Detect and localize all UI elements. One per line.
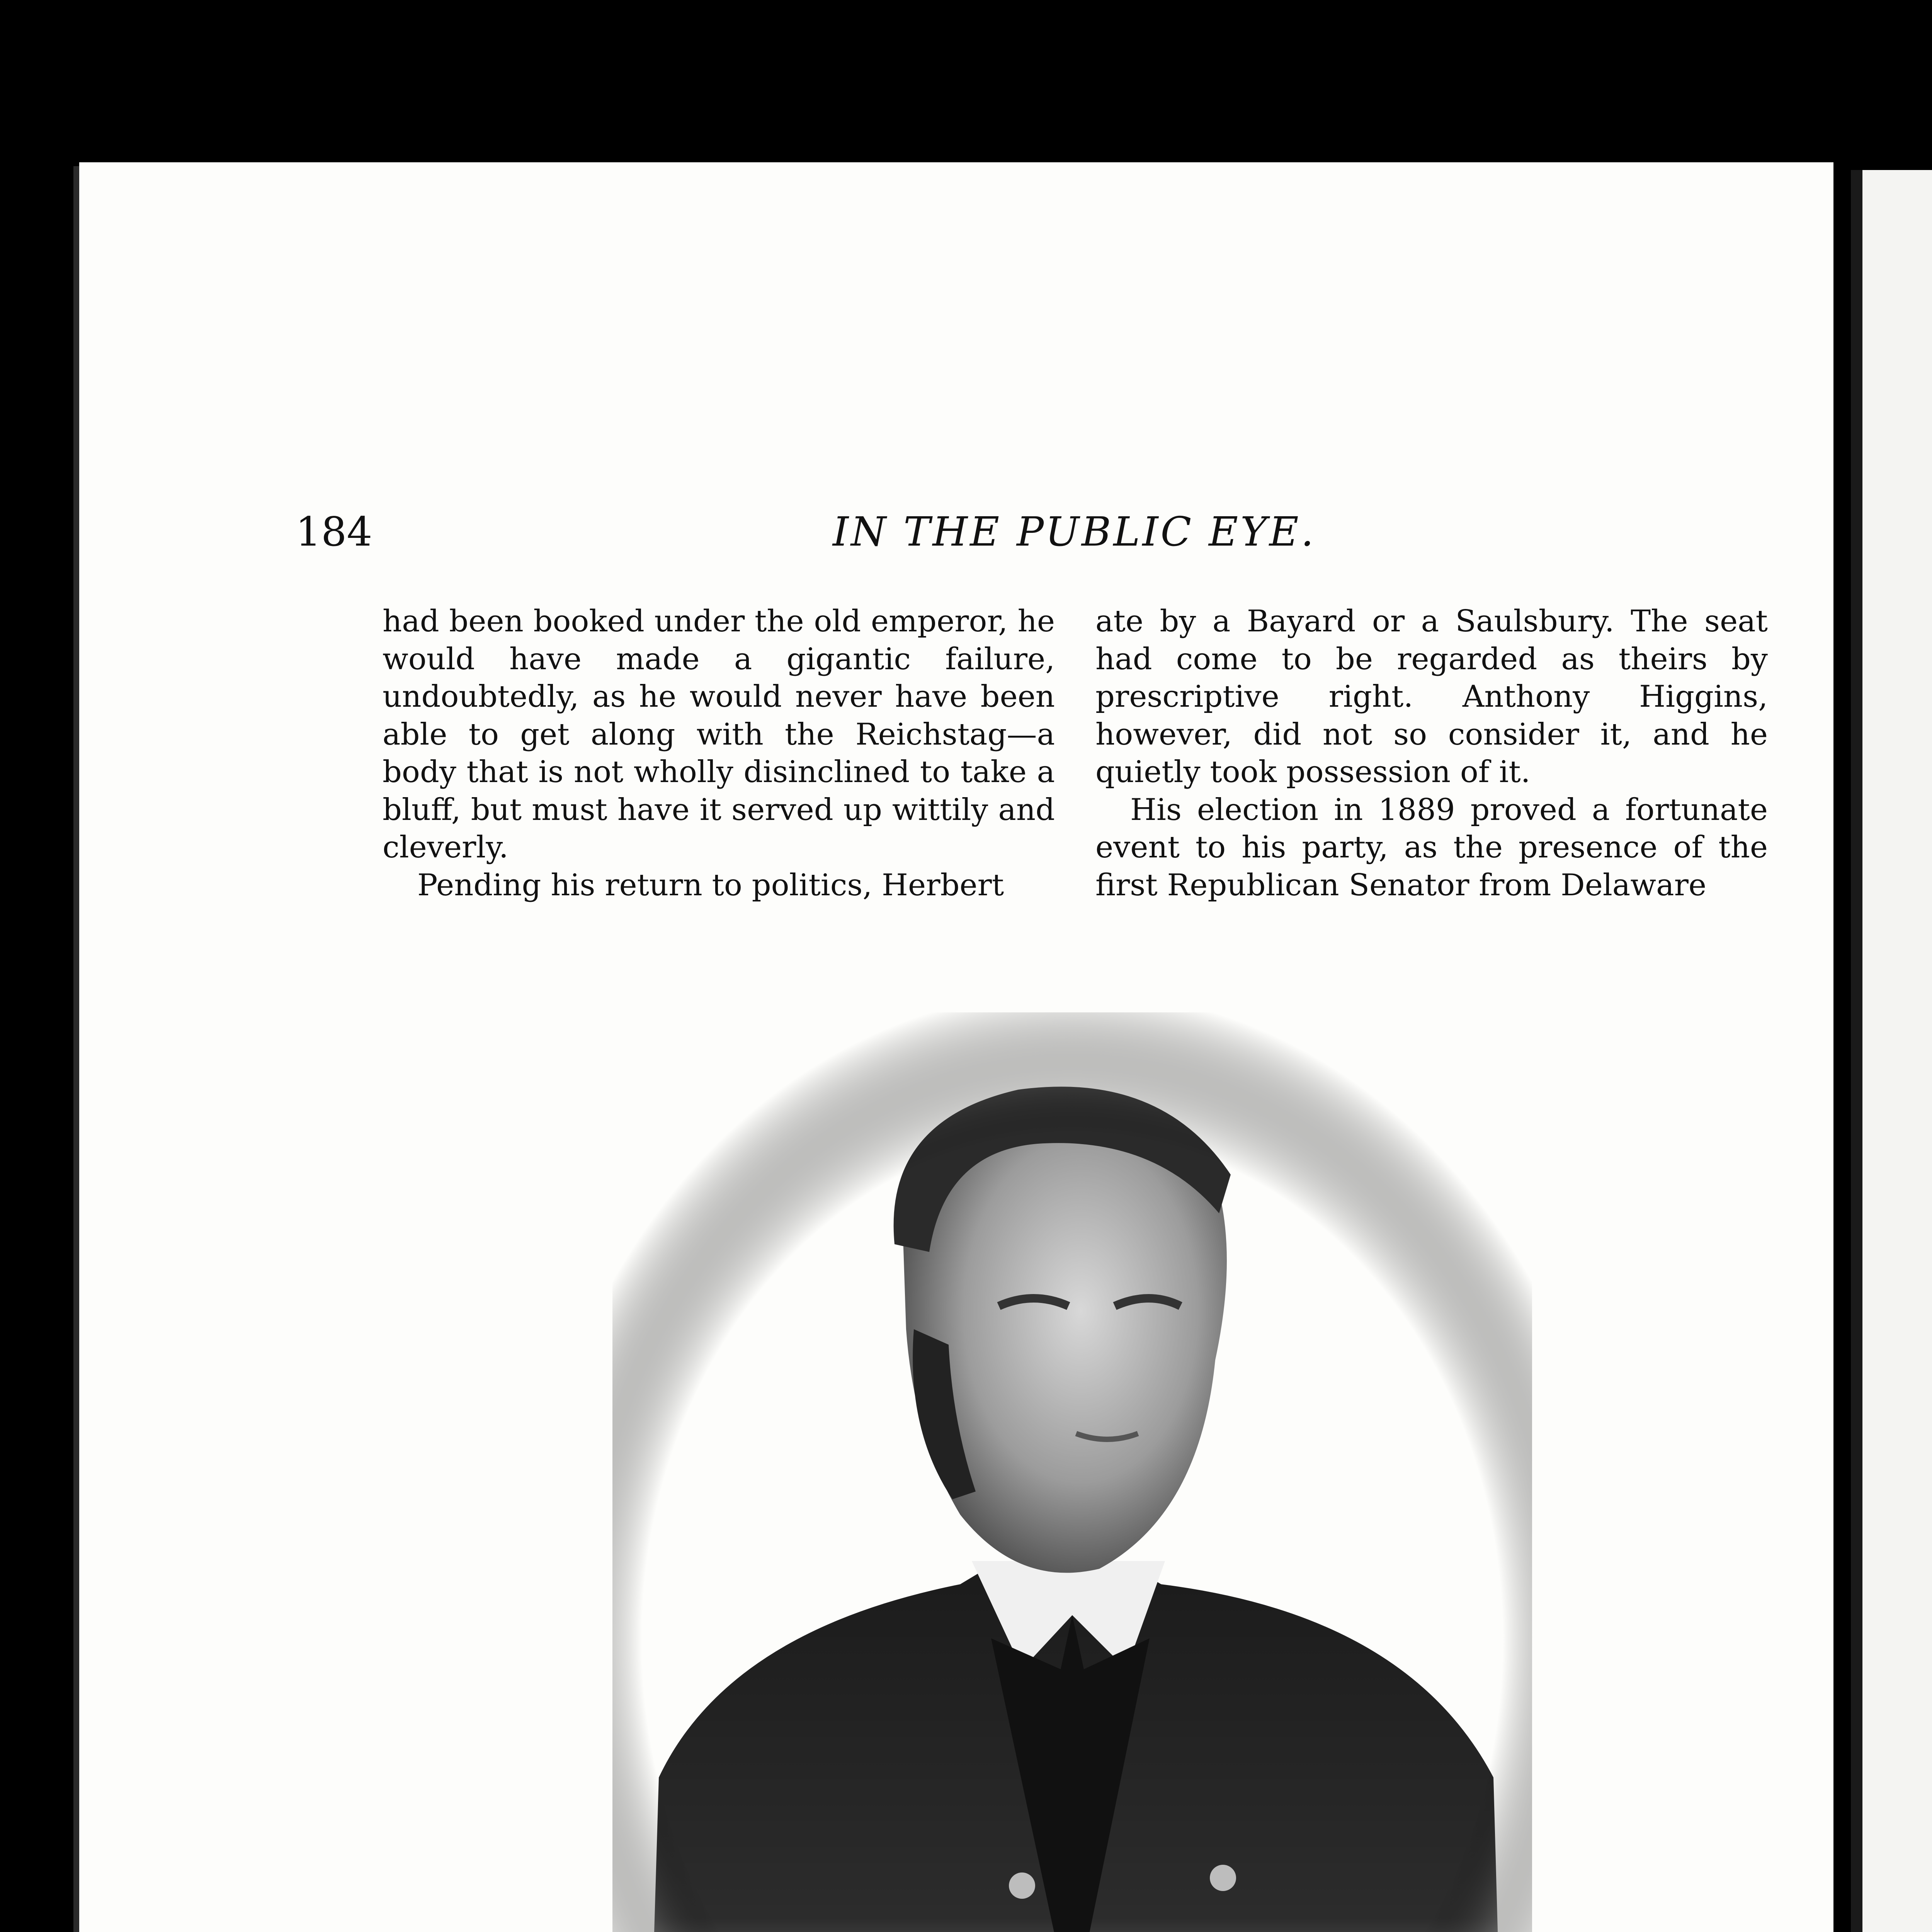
- book-page: [79, 162, 1833, 1932]
- paragraph: had been booked under the old emperor, he would have made a gigantic failure, undoubtedly, as he would never have been able to get along with the Reichstag—a body that is not wholly disinclined to take a bluff, but must have it served up wittily and cleverly.: [383, 604, 1055, 865]
- running-title: IN THE PUBLIC EYE.: [833, 508, 1316, 555]
- running-head: [79, 508, 1833, 562]
- paragraph: Pending his return to politics, Herbert: [417, 867, 1004, 903]
- text-column-top-left: [383, 603, 1055, 904]
- paragraph: His election in 1889 proved a fortunate event to his party, as the presence of the first Republican Senator from Delaware: [1095, 792, 1768, 903]
- adjacent-page-edge: [1851, 170, 1932, 1932]
- page-number: 184: [296, 508, 372, 555]
- portrait-photograph: [612, 1012, 1532, 1932]
- text-column-top-right: [1095, 603, 1768, 904]
- paragraph: ate by a Bayard or a Saulsbury. The seat had come to be regarded as theirs by prescriptive right. Anthony Higgins, however, did not so consider it, and he quietly took possession of it.: [1095, 604, 1768, 789]
